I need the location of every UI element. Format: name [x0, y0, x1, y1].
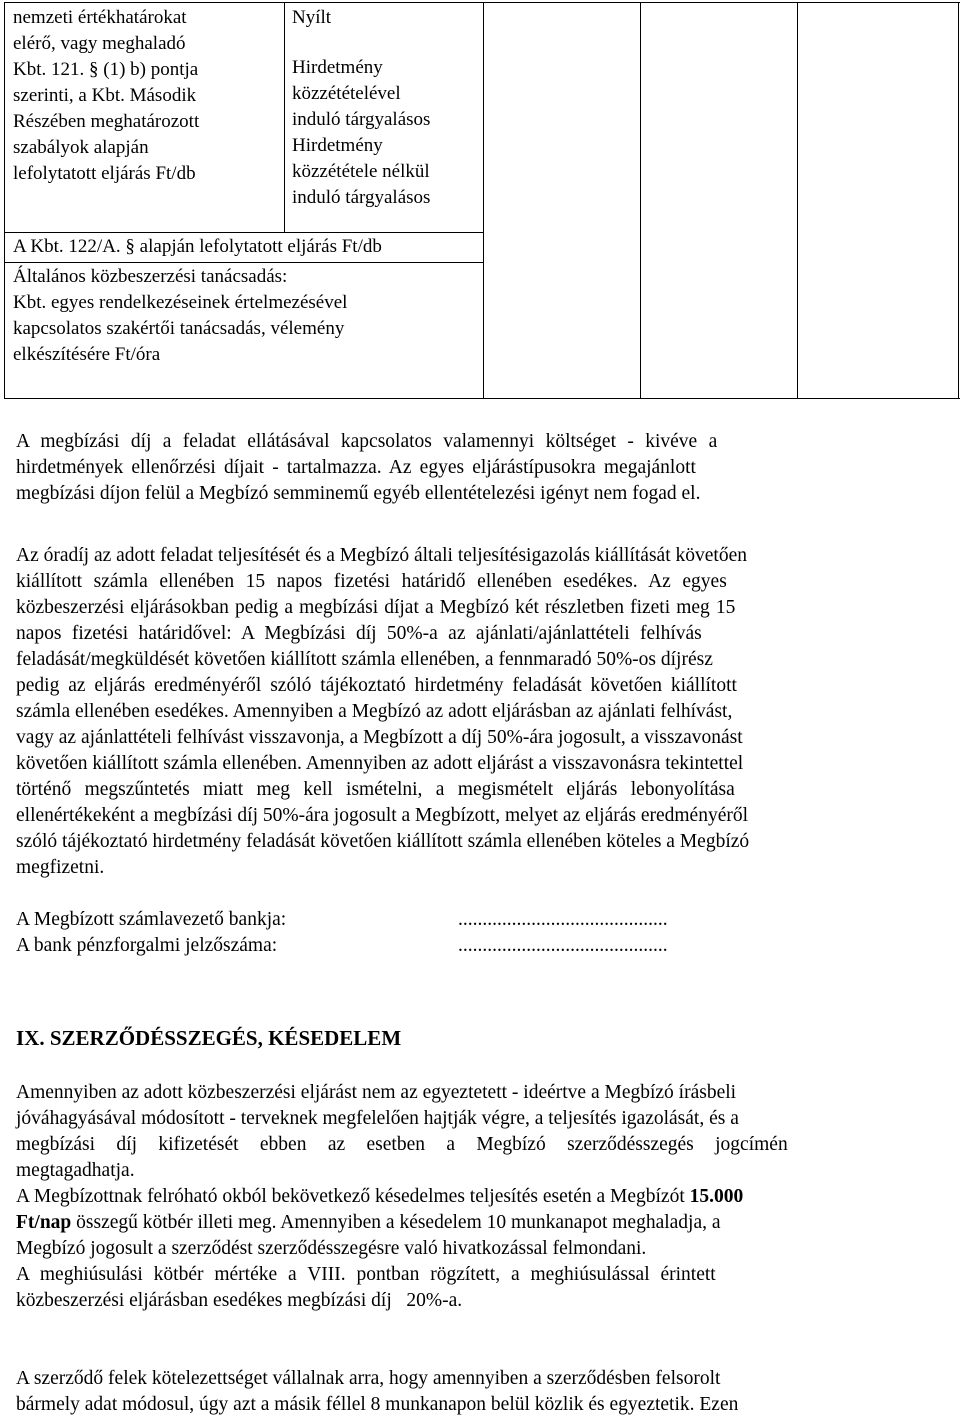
cell-line: szerinti, a Kbt. Második — [13, 85, 197, 106]
breach-paragraph — [16, 1080, 951, 1184]
penalty-amount: 15.000 — [689, 1186, 744, 1207]
col-divider — [284, 2, 285, 233]
paragraph-line — [16, 1210, 951, 1236]
cell-line: nemzeti értékhatárokat — [13, 7, 187, 28]
table-border-bottom — [4, 398, 960, 399]
payment-terms-paragraph — [16, 543, 951, 881]
penalty-paragraph — [16, 1184, 951, 1314]
paragraph-line: követően kiállított számla ellenében. Amennyiben az adott eljárást a visszavonásra tekintettel — [16, 753, 744, 774]
account-value: ........................................... — [458, 935, 668, 956]
paragraph-line: pedig az eljárás eredményéről szóló tájékoztató hirdetmény feladását követően kiállított — [16, 675, 737, 696]
paragraph-line: A meghiúsulási kötbér mértéke a VIII. pontban rögzített, a meghiúsulással érintett — [16, 1264, 716, 1285]
table-border-top — [4, 2, 960, 3]
paragraph-line: bármely adat módosul, úgy azt a másik féllel 8 munkanapon belül közlik és egyeztetik. Ezen — [16, 1394, 739, 1415]
paragraph-line: hirdetmények ellenőrzési díjait - tartalmazza. Az egyes eljárástípusokra megajánlott — [16, 457, 696, 478]
cell-line: szabályok alapján — [13, 137, 149, 158]
bank-value: ........................................... — [458, 909, 668, 930]
data-change-paragraph — [16, 1366, 951, 1418]
cell-line: Kbt. 121. § (1) b) pontja — [13, 59, 199, 80]
cell-line: lefolytatott eljárás Ft/db — [13, 163, 196, 184]
paragraph-line: A megbízási díj a feladat ellátásával kapcsolatos valamennyi költséget - kivéve a — [16, 431, 718, 452]
procedure-type-cell — [13, 5, 199, 187]
row-122a-cell: A Kbt. 122/A. § alapján lefolytatott eljárás Ft/db — [13, 236, 382, 257]
penalty-text: összegű kötbér illeti meg. Amennyiben a késedelem 10 munkanapot meghaladja, a — [71, 1212, 721, 1233]
cell-line: közzététele nélkül — [292, 161, 430, 182]
cell-line: elérő, vagy meghaladó — [13, 33, 186, 54]
cell-line: elkészítésére Ft/óra — [13, 344, 161, 365]
paragraph-line: napos fizetési határidővel: A Megbízási díj 50%-a az ajánlati/ajánlattételi felhívás — [16, 623, 702, 644]
paragraph-line: Amennyiben az adott közbeszerzési eljárást nem az egyeztetett - ideértve a Megbízó írásbeli — [16, 1082, 737, 1103]
cell-line: kapcsolatos szakértői tanácsadás, vélemény — [13, 318, 345, 339]
col-divider — [797, 2, 798, 399]
paragraph-line: feladását/megküldését követően kiállított számla ellenében, a fennmaradó 50%-os díjrész — [16, 649, 713, 670]
row-divider — [4, 232, 483, 233]
section-heading: IX. SZERZŐDÉSSZEGÉS, KÉSEDELEM — [16, 1026, 402, 1050]
cell-line: Nyílt — [292, 7, 332, 28]
general-advice-cell — [13, 264, 347, 368]
paragraph-line: szóló tájékoztató hirdetmény feladását követően kiállított számla ellenében köteles a Megbízó — [16, 831, 750, 852]
account-label: A bank pénzforgalmi jelzőszáma: — [16, 935, 278, 956]
cell-line: Hirdetmény — [292, 135, 383, 156]
paragraph-line: közbeszerzési eljárásban esedékes megbízási díj 20%-a. — [16, 1290, 463, 1311]
cell-line: Általános közbeszerzési tanácsadás: — [13, 266, 288, 287]
table-border-left — [4, 2, 5, 399]
paragraph-line: Az óradíj az adott feladat teljesítését és a Megbízó általi teljesítésigazolás kiállítását követően — [16, 545, 747, 566]
row-divider — [4, 262, 483, 263]
paragraph-line: megbízási díjon felül a Megbízó semminemű egyéb ellentételezési igényt nem fogad el. — [16, 483, 701, 504]
paragraph-line: megtagadhatja. — [16, 1160, 135, 1181]
paragraph-line — [16, 1184, 951, 1210]
paragraph-line: A szerződő felek kötelezettséget vállalnak arra, hogy amennyiben a szerződésben felsorolt — [16, 1368, 721, 1389]
paragraph-line: történő megszűntetés miatt meg kell ismételni, a megismételt eljárás lebonyolítása — [16, 779, 735, 800]
cell-line: induló tárgyalásos — [292, 187, 431, 208]
paragraph-line: közbeszerzési eljárásokban pedig a megbízási díjat a Megbízó két részletben fizeti meg 15 — [16, 597, 736, 618]
penalty-unit: Ft/nap — [16, 1212, 72, 1233]
paragraph-line: ellenértékeként a megbízási díj 50%-ára jogosult a Megbízott, melyet az eljárás eredményéről — [16, 805, 749, 826]
fee-scope-paragraph — [16, 429, 951, 507]
procedure-subtype-cell — [292, 5, 472, 211]
cell-line: Részében meghatározott — [13, 111, 200, 132]
paragraph-line: megfizetni. — [16, 857, 105, 878]
cell-line: Kbt. egyes rendelkezéseinek értelmezésével — [13, 292, 348, 313]
paragraph-line: megbízási díj kifizetését ebben az esetben a Megbízó szerződésszegés jogcímén — [16, 1134, 788, 1155]
paragraph-line: számla ellenében esedékes. Amennyiben a Megbízó az adott eljárásban az ajánlati felhívást, — [16, 701, 733, 722]
table-border-right — [958, 2, 959, 399]
bank-label: A Megbízott számlavezető bankja: — [16, 909, 287, 930]
paragraph-line: jóváhagyásával módosított - terveknek megfelelően hajtják végre, a teljesítés igazolását, és a — [16, 1108, 739, 1129]
cell-line: közzétételével — [292, 83, 401, 104]
paragraph-line: Megbízó jogosult a szerződést szerződésszegésre való hivatkozással felmondani. — [16, 1238, 647, 1259]
paragraph-line: vagy az ajánlattételi felhívást visszavonja, a Megbízott a díj 50%-ára jogosult, a visszavonást — [16, 727, 743, 748]
penalty-text: A Megbízottnak felróható okból bekövetkező késedelmes teljesítés esetén a Megbízót — [16, 1186, 690, 1207]
cell-line: induló tárgyalásos — [292, 109, 431, 130]
col-divider — [483, 2, 484, 399]
col-divider — [640, 2, 641, 399]
paragraph-line: kiállított számla ellenében 15 napos fizetési határidő ellenében esedékes. Az egyes — [16, 571, 727, 592]
cell-line: Hirdetmény — [292, 57, 383, 78]
